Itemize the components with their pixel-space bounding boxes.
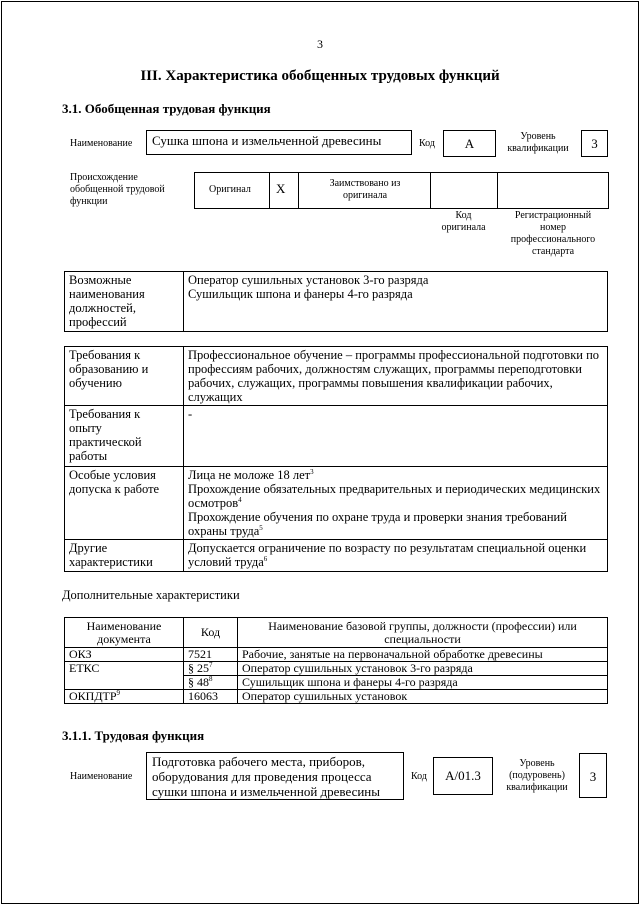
positions-label-line2: наименования — [69, 287, 145, 301]
footnote-ref: 3 — [310, 467, 314, 476]
additional-table — [64, 617, 608, 704]
additional-name: Оператор сушильных установок — [238, 690, 608, 704]
origin-reg-caption-line3: профессионального — [510, 234, 596, 245]
req-other-label-line2: характеристики — [69, 555, 153, 569]
positions-label — [65, 272, 184, 332]
additional-doc-text: ЕТКС — [69, 661, 100, 675]
tf-level-value: 3 — [589, 769, 597, 784]
req-education-label-line2: образованию и — [69, 362, 149, 376]
origin-borrowed-line2: оригинала — [342, 190, 388, 201]
additional-doc — [65, 690, 184, 704]
additional-code — [184, 690, 238, 704]
origin-code-caption — [430, 210, 497, 234]
subsection-title: 3.1. Обобщенная трудовая функция — [62, 101, 271, 116]
additional-name: Рабочие, занятые на первоначальной обработке древесины — [238, 648, 608, 662]
otf-level-label-line1: Уровень — [520, 131, 556, 142]
req-other-row — [65, 540, 608, 572]
req-other-value-text: Допускается ограничение по возрасту по результатам специальной оценки условий труда — [188, 541, 587, 569]
table-row — [65, 648, 608, 662]
req-special-line3 — [188, 510, 603, 538]
req-education-label-line1: Требования к — [69, 348, 141, 362]
positions-table — [64, 271, 608, 332]
req-other-label-line1: Другие — [69, 541, 108, 555]
tf-level-label-line2: (подуровень) — [509, 770, 565, 781]
tf-code-box — [433, 757, 493, 795]
req-special-line2 — [188, 482, 603, 510]
additional-doc — [65, 662, 184, 690]
positions-label-line3: должностей, — [69, 301, 136, 315]
req-experience-label-line4: работы — [69, 449, 108, 463]
origin-label-line3: функции — [70, 196, 108, 207]
origin-divider-2 — [298, 172, 299, 209]
origin-code-caption-line2: оригинала — [441, 222, 486, 233]
positions-value-2: Сушильщик шпона и фанеры 4-го разряда — [188, 287, 413, 301]
req-other-label — [65, 540, 184, 572]
origin-original-label: Оригинал — [209, 184, 251, 195]
req-special-line1-text: Лица не моложе 18 лет — [188, 468, 311, 482]
origin-divider-3 — [430, 172, 431, 209]
additional-code-text: 7521 — [188, 647, 212, 661]
otf-level-label-line2: квалификации — [507, 143, 569, 154]
tf-level-label-line1: Уровень — [519, 758, 555, 769]
tf-name-box — [146, 752, 404, 800]
origin-borrowed-line1: Заимствовано из — [329, 178, 401, 189]
origin-reg-caption-line2: номер — [540, 222, 566, 233]
additional-doc-text: ОКЗ — [69, 647, 92, 661]
otf-code-label: Код — [419, 138, 435, 149]
requirements-table — [64, 346, 608, 572]
origin-reg-caption-line4: стандарта — [531, 246, 575, 257]
req-special-line2-text: Прохождение обязательных предварительных и периодических медицинских осмотров — [188, 482, 601, 510]
additional-title: Дополнительные характеристики — [62, 588, 240, 602]
footnote-ref: 7 — [209, 661, 213, 669]
table-row — [65, 690, 608, 704]
req-education-label-line3: обучению — [69, 376, 122, 390]
additional-doc-text: ОКПДТР — [69, 689, 117, 703]
footnote-ref: 8 — [209, 675, 213, 683]
origin-reg-caption-line1: Регистрационный — [514, 210, 592, 221]
tf-level-label-line3: квалификации — [506, 782, 568, 793]
tf-title: 3.1.1. Трудовая функция — [62, 728, 205, 743]
req-education-value: Профессиональное обучение – программы профессиональной подготовки по профессиям рабочих, должностям служащих, программы переподготовки рабочих, служащих, программы повышения квалификации рабочих, служащих — [184, 347, 608, 406]
additional-name: Оператор сушильных установок 3-го разряда — [238, 662, 608, 676]
otf-name-box — [146, 130, 412, 155]
additional-code-text: § 48 — [188, 675, 209, 689]
additional-code-text: § 25 — [188, 661, 209, 675]
otf-code-value: А — [464, 136, 475, 151]
additional-code — [184, 648, 238, 662]
section-title: III. Характеристика обобщенных трудовых функций — [140, 68, 500, 84]
req-education-row — [65, 347, 608, 406]
tf-level-box — [579, 753, 607, 798]
page-number: 3 — [317, 37, 323, 51]
req-special-label — [65, 467, 184, 540]
req-experience-value: - — [184, 406, 608, 467]
otf-code-box — [443, 130, 496, 157]
req-other-value — [184, 540, 608, 572]
positions-values — [184, 272, 608, 332]
tf-name-line1: Подготовка рабочего места, приборов, — [152, 754, 365, 769]
req-special-row — [65, 467, 608, 540]
positions-row — [65, 272, 608, 332]
tf-name-label: Наименование — [70, 771, 133, 782]
origin-label-line2: обобщенной трудовой — [70, 184, 165, 195]
origin-label — [70, 172, 165, 208]
otf-level-label — [500, 131, 576, 155]
otf-level-box — [581, 130, 608, 157]
req-special-label-line2: допуска к работе — [69, 482, 160, 496]
tf-code-value: А/01.3 — [445, 768, 481, 783]
origin-divider-4 — [497, 172, 498, 209]
additional-doc — [65, 648, 184, 662]
additional-header-name: Наименование базовой группы, должности (профессии) или специальности — [238, 618, 608, 648]
req-special-line3-text: Прохождение обучения по охране труда и проверки знания требований охраны труда — [188, 510, 567, 538]
req-experience-row — [65, 406, 608, 467]
additional-code — [184, 676, 238, 690]
positions-label-line4: профессий — [69, 315, 127, 329]
origin-borrowed-label — [300, 178, 430, 202]
req-experience-label-line1: Требования к — [69, 407, 141, 421]
additional-code — [184, 662, 238, 676]
additional-name: Сушильщик шпона и фанеры 4-го разряда — [238, 676, 608, 690]
additional-header-row — [65, 618, 608, 648]
tf-name-value — [147, 753, 403, 800]
req-special-values — [184, 467, 608, 540]
tf-code-label: Код — [411, 771, 427, 782]
tf-level-label — [497, 758, 577, 794]
origin-label-line1: Происхождение — [70, 172, 138, 183]
additional-code-text: 16063 — [188, 689, 218, 703]
req-special-label-line1: Особые условия — [69, 468, 156, 482]
table-row — [65, 662, 608, 676]
otf-name-value: Сушка шпона и измельченной древесины — [152, 133, 382, 148]
otf-level-value: 3 — [591, 136, 598, 151]
req-experience-label-line2: опыту — [69, 421, 102, 435]
req-special-line1 — [188, 468, 603, 482]
req-experience-label-line3: практической — [69, 435, 142, 449]
origin-reg-caption — [497, 210, 609, 258]
req-experience-label — [65, 406, 184, 467]
tf-name-line2: оборудования для проведения процесса — [152, 769, 372, 784]
footnote-ref: 5 — [259, 523, 263, 532]
footnote-ref: 6 — [263, 554, 268, 563]
footnote-ref: 4 — [238, 495, 242, 504]
tf-name-line3: сушки шпона и измельченной древесины — [152, 784, 381, 799]
additional-header-code: Код — [184, 618, 238, 648]
additional-header-doc: Наименование документа — [65, 618, 184, 648]
positions-label-line1: Возможные — [69, 273, 132, 287]
positions-value-1: Оператор сушильных установок 3-го разряда — [188, 273, 429, 287]
origin-divider-1 — [269, 172, 270, 209]
otf-name-label: Наименование — [70, 138, 133, 149]
origin-code-caption-line1: Код — [455, 210, 472, 221]
origin-original-mark: X — [276, 181, 286, 196]
req-education-label — [65, 347, 184, 406]
footnote-ref: 9 — [116, 689, 121, 697]
